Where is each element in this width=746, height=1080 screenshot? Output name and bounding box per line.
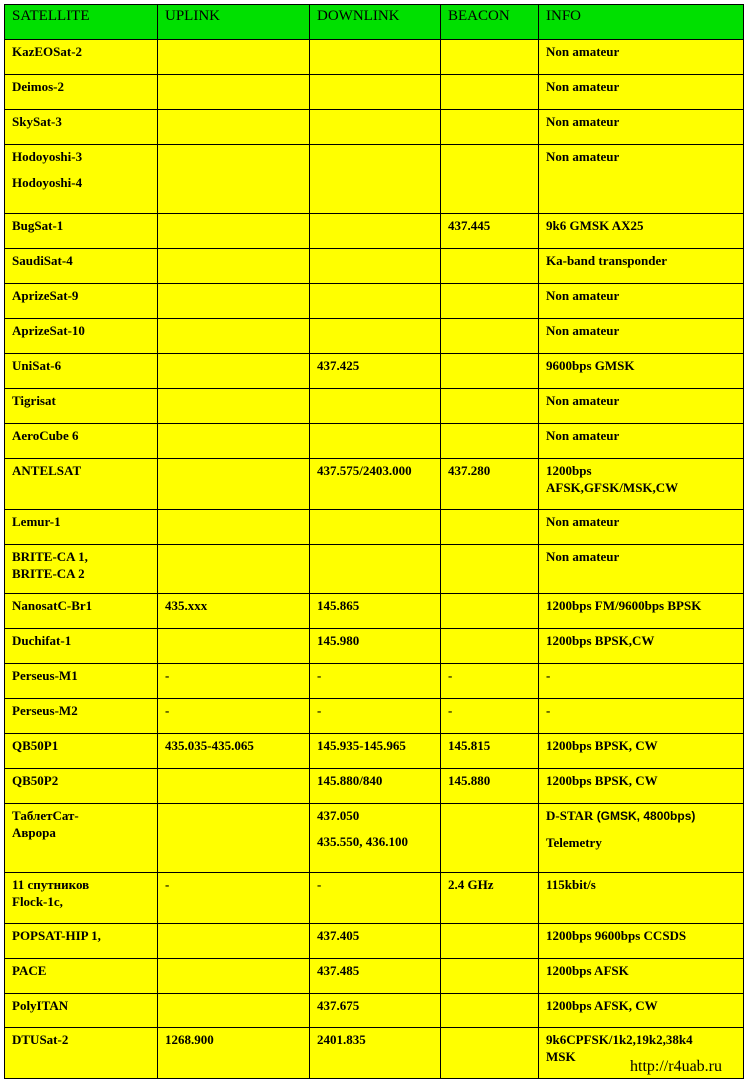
info-cell: Non amateur [539,75,744,110]
satellite-cell [5,145,158,214]
table-row [5,545,744,594]
beacon-cell: 437.280 [441,459,539,510]
table-row [5,145,744,214]
uplink-cell [158,545,310,594]
info-cell [539,804,744,873]
info-cell: 1200bps BPSK,CW [539,629,744,664]
table-row [5,804,744,873]
table-row [5,594,744,629]
uplink-cell [158,804,310,873]
beacon-cell: 145.880 [441,769,539,804]
uplink-cell [158,214,310,249]
uplink-cell: - [158,873,310,924]
table-row [5,75,744,110]
uplink-cell [158,389,310,424]
satellite-name: ТаблетСат- [12,808,79,823]
beacon-cell [441,389,539,424]
beacon-cell [441,249,539,284]
beacon-cell: 2.4 GHz [441,873,539,924]
downlink-line-1: 437.050 [317,808,360,823]
satellite-cell: SaudiSat-4 [5,249,158,284]
beacon-cell [441,110,539,145]
uplink-cell [158,769,310,804]
downlink-cell: 437.485 [310,959,441,994]
uplink-cell: - [158,699,310,734]
info-cell: Non amateur [539,389,744,424]
table-row [5,249,744,284]
beacon-cell [441,959,539,994]
downlink-cell: - [310,699,441,734]
info-cell: - [539,664,744,699]
info-cell: Non amateur [539,40,744,75]
beacon-cell [441,545,539,594]
info-cell: 1200bps FM/9600bps BPSK [539,594,744,629]
header-satellite: SATELLITE [5,5,158,40]
info-cell: 115kbit/s [539,873,744,924]
downlink-cell: 145.935-145.965 [310,734,441,769]
satellite-name-2: Hodoyoshi-4 [12,175,83,190]
beacon-cell [441,1028,539,1079]
header-beacon: BEACON [441,5,539,40]
satellite-table [4,4,744,1079]
info-line-1: 1200bps [546,463,592,478]
info-cell [539,459,744,510]
info-dstar-params: (GMSK, 4800bps) [596,809,696,823]
satellite-cell: PolyITAN [5,994,158,1028]
table-row [5,924,744,959]
downlink-cell: 145.880/840 [310,769,441,804]
table-row [5,664,744,699]
uplink-cell [158,510,310,545]
uplink-cell [158,145,310,214]
satellite-cell: QB50P1 [5,734,158,769]
downlink-cell [310,510,441,545]
satellite-cell: Deimos-2 [5,75,158,110]
beacon-cell: - [441,664,539,699]
table-row [5,424,744,459]
downlink-cell [310,110,441,145]
beacon-cell [441,629,539,664]
satellite-cell: AprizeSat-9 [5,284,158,319]
beacon-cell [441,145,539,214]
downlink-cell [310,424,441,459]
table-row [5,110,744,145]
header-uplink: UPLINK [158,5,310,40]
uplink-cell [158,75,310,110]
downlink-cell: 2401.835 [310,1028,441,1079]
uplink-cell [158,319,310,354]
table-row [5,769,744,804]
uplink-cell: 435.xxx [158,594,310,629]
uplink-cell: 435.035-435.065 [158,734,310,769]
info-line-1: 9k6CPFSK/1k2,19k2,38k4 [546,1032,693,1047]
downlink-cell [310,75,441,110]
downlink-line-2: 435.550, 436.100 [317,834,408,849]
table-row [5,40,744,75]
header-row [5,5,744,40]
satellite-cell: Perseus-M1 [5,664,158,699]
satellite-cell: BugSat-1 [5,214,158,249]
source-url: http://r4uab.ru [630,1058,722,1075]
info-line-2: AFSK,GFSK/MSK,CW [546,480,679,495]
downlink-cell [310,804,441,873]
table-row [5,629,744,664]
info-dstar: D-STAR (GMSK, 4800bps) [546,808,696,823]
satellite-cell [5,873,158,924]
uplink-cell [158,110,310,145]
info-line-2: Telemetry [546,835,602,850]
satellite-cell [5,545,158,594]
uplink-cell [158,629,310,664]
beacon-cell [441,804,539,873]
uplink-cell [158,40,310,75]
uplink-cell [158,994,310,1028]
info-cell: 1200bps AFSK [539,959,744,994]
satellite-cell: UniSat-6 [5,354,158,389]
downlink-cell: 145.865 [310,594,441,629]
satellite-cell [5,804,158,873]
info-cell: Non amateur [539,145,744,214]
uplink-cell [158,424,310,459]
info-line-1 [546,807,739,825]
uplink-cell: - [158,664,310,699]
satellite-cell: KazEOSat-2 [5,40,158,75]
table-row [5,319,744,354]
info-cell: 1200bps 9600bps CCSDS [539,924,744,959]
satellite-cell: ANTELSAT [5,459,158,510]
table-row [5,734,744,769]
satellite-name: 11 спутников [12,877,90,892]
beacon-cell [441,40,539,75]
info-cell: 9k6 GMSK AX25 [539,214,744,249]
table-row [5,510,744,545]
beacon-cell [441,994,539,1028]
satellite-cell: Duchifat-1 [5,629,158,664]
satellite-cell: Lemur-1 [5,510,158,545]
satellite-name: Hodoyoshi-3 [12,149,83,164]
downlink-cell [310,389,441,424]
satellite-name-2: Аврора [12,825,56,840]
satellite-cell: Tigrisat [5,389,158,424]
beacon-cell: 145.815 [441,734,539,769]
info-cell: 9600bps GMSK [539,354,744,389]
downlink-cell: 437.675 [310,994,441,1028]
beacon-cell [441,594,539,629]
table-row [5,354,744,389]
info-cell: 1200bps AFSK, CW [539,994,744,1028]
beacon-cell: 437.445 [441,214,539,249]
info-cell: 1200bps BPSK, CW [539,734,744,769]
downlink-cell [310,249,441,284]
info-line-2: MSK [546,1049,576,1064]
downlink-cell: - [310,873,441,924]
uplink-cell [158,354,310,389]
downlink-cell: 145.980 [310,629,441,664]
satellite-cell: SkySat-3 [5,110,158,145]
downlink-cell [310,284,441,319]
table-row [5,459,744,510]
info-cell: 1200bps BPSK, CW [539,769,744,804]
downlink-cell [310,545,441,594]
uplink-cell [158,459,310,510]
satellite-cell: AprizeSat-10 [5,319,158,354]
beacon-cell [441,75,539,110]
table-row [5,284,744,319]
beacon-cell [441,284,539,319]
downlink-cell [310,319,441,354]
uplink-cell [158,959,310,994]
table-row [5,214,744,249]
satellite-cell: PACE [5,959,158,994]
table-row [5,873,744,924]
info-cell: Non amateur [539,424,744,459]
beacon-cell [441,510,539,545]
info-cell: - [539,699,744,734]
satellite-name-2: BRITE-CA 2 [12,566,85,581]
downlink-cell: 437.405 [310,924,441,959]
info-cell: Non amateur [539,284,744,319]
satellite-cell: NanosatC-Br1 [5,594,158,629]
downlink-cell [310,40,441,75]
downlink-cell: 437.575/2403.000 [310,459,441,510]
uplink-cell [158,249,310,284]
header-downlink: DOWNLINK [310,5,441,40]
downlink-cell [310,214,441,249]
table-row [5,994,744,1028]
beacon-cell [441,354,539,389]
table-row [5,959,744,994]
table-row [5,699,744,734]
downlink-cell [310,145,441,214]
header-info: INFO [539,5,744,40]
satellite-cell: Perseus-M2 [5,699,158,734]
table-row [5,389,744,424]
beacon-cell [441,924,539,959]
info-cell: Non amateur [539,319,744,354]
satellite-name-2: Flock-1c, [12,894,63,909]
satellite-cell: AeroCube 6 [5,424,158,459]
info-cell: Ka-band transponder [539,249,744,284]
satellite-cell: DTUSat-2 [5,1028,158,1079]
satellite-cell: QB50P2 [5,769,158,804]
satellite-cell: POPSAT-HIP 1, [5,924,158,959]
info-cell: Non amateur [539,510,744,545]
info-cell: Non amateur [539,110,744,145]
beacon-cell [441,319,539,354]
downlink-cell: 437.425 [310,354,441,389]
info-cell: Non amateur [539,545,744,594]
uplink-cell [158,284,310,319]
uplink-cell: 1268.900 [158,1028,310,1079]
satellite-name: BRITE-CA 1, [12,549,88,564]
beacon-cell: - [441,699,539,734]
beacon-cell [441,424,539,459]
uplink-cell [158,924,310,959]
downlink-cell: - [310,664,441,699]
